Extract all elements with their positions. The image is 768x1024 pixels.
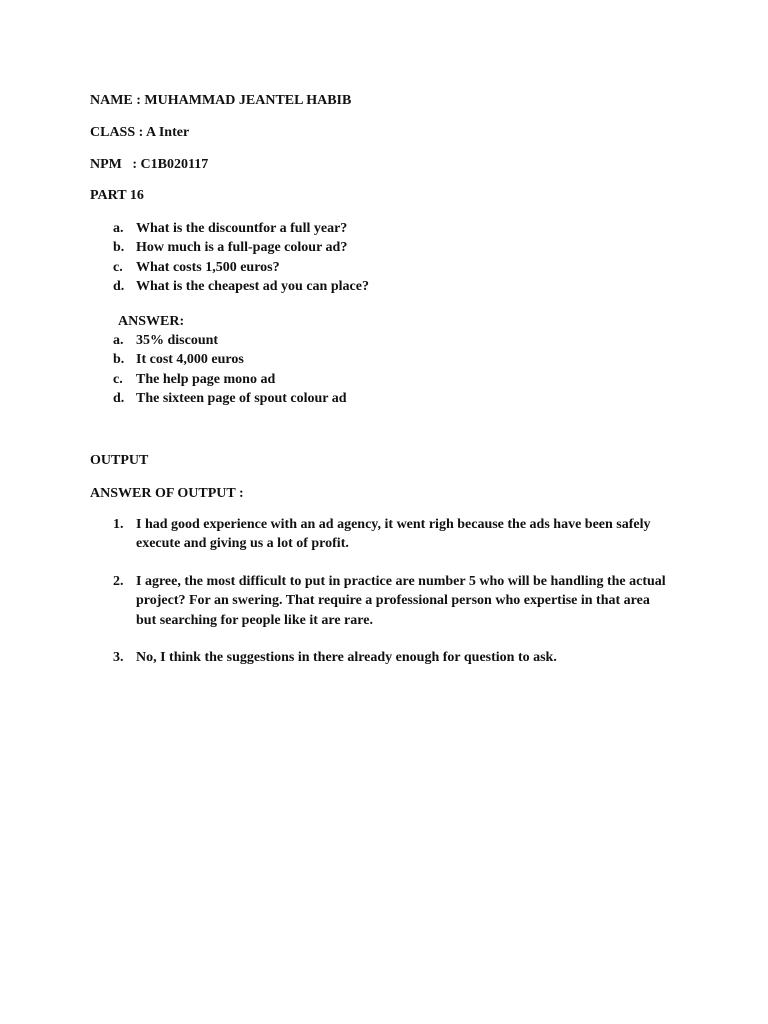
answer-item — [113, 331, 347, 350]
answer-heading: ANSWER: — [118, 314, 185, 329]
answer-item — [113, 370, 347, 389]
output-answer-item — [113, 515, 673, 554]
question-marker: a. — [113, 221, 124, 236]
answer-text: The sixteen page of spout colour ad — [136, 390, 347, 406]
answer-marker: a. — [113, 333, 124, 348]
answer-text: The help page mono ad — [136, 371, 276, 387]
answer-item — [113, 389, 347, 408]
output-answer-item — [113, 572, 673, 630]
output-answer-list — [113, 515, 673, 554]
output-answer-text: I agree, the most difficult to put in practice are number 5 who will be handling the actual project? For an swering. That require a professional person who expertise in that area but searching for people like it are rare. — [136, 574, 666, 628]
answer-marker: c. — [113, 371, 123, 387]
answer-list — [113, 331, 347, 408]
question-item — [113, 238, 369, 257]
output-answer-marker: 3. — [113, 650, 124, 665]
part-heading: PART 16 — [90, 188, 144, 203]
answer-text: It cost 4,000 euros — [136, 352, 244, 368]
question-list — [113, 219, 369, 296]
question-item — [113, 219, 369, 238]
answer-marker: b. — [113, 352, 125, 368]
question-marker: c. — [113, 259, 123, 275]
question-item — [113, 277, 369, 296]
student-npm: NPM : C1B020117 — [90, 157, 209, 172]
answer-item — [113, 350, 347, 369]
output-answer-marker: 1. — [113, 517, 124, 532]
output-answer-item — [113, 648, 673, 667]
output-answer-list — [113, 572, 673, 630]
output-answer-marker: 2. — [113, 574, 124, 589]
question-text: What is the cheapest ad you can place? — [136, 278, 369, 294]
answer-of-output-heading: ANSWER OF OUTPUT : — [90, 486, 244, 501]
output-answer-list — [113, 648, 673, 667]
answer-text: 35% discount — [136, 333, 219, 348]
output-answer-text: No, I think the suggestions in there already enough for question to ask. — [136, 650, 557, 665]
output-heading: OUTPUT — [90, 453, 149, 468]
student-name: NAME : MUHAMMAD JEANTEL HABIB — [90, 93, 352, 108]
question-item — [113, 258, 369, 277]
student-class: CLASS : A Inter — [90, 125, 190, 140]
question-text: What is the discountfor a full year? — [136, 221, 348, 236]
output-answer-text: I had good experience with an ad agency, it went righ because the ads have been safely execute and giving us a lot of profit. — [136, 517, 651, 552]
question-text: How much is a full-page colour ad? — [136, 240, 348, 256]
answer-marker: d. — [113, 390, 125, 406]
question-marker: d. — [113, 278, 125, 294]
question-marker: b. — [113, 240, 125, 256]
question-text: What costs 1,500 euros? — [136, 259, 280, 275]
